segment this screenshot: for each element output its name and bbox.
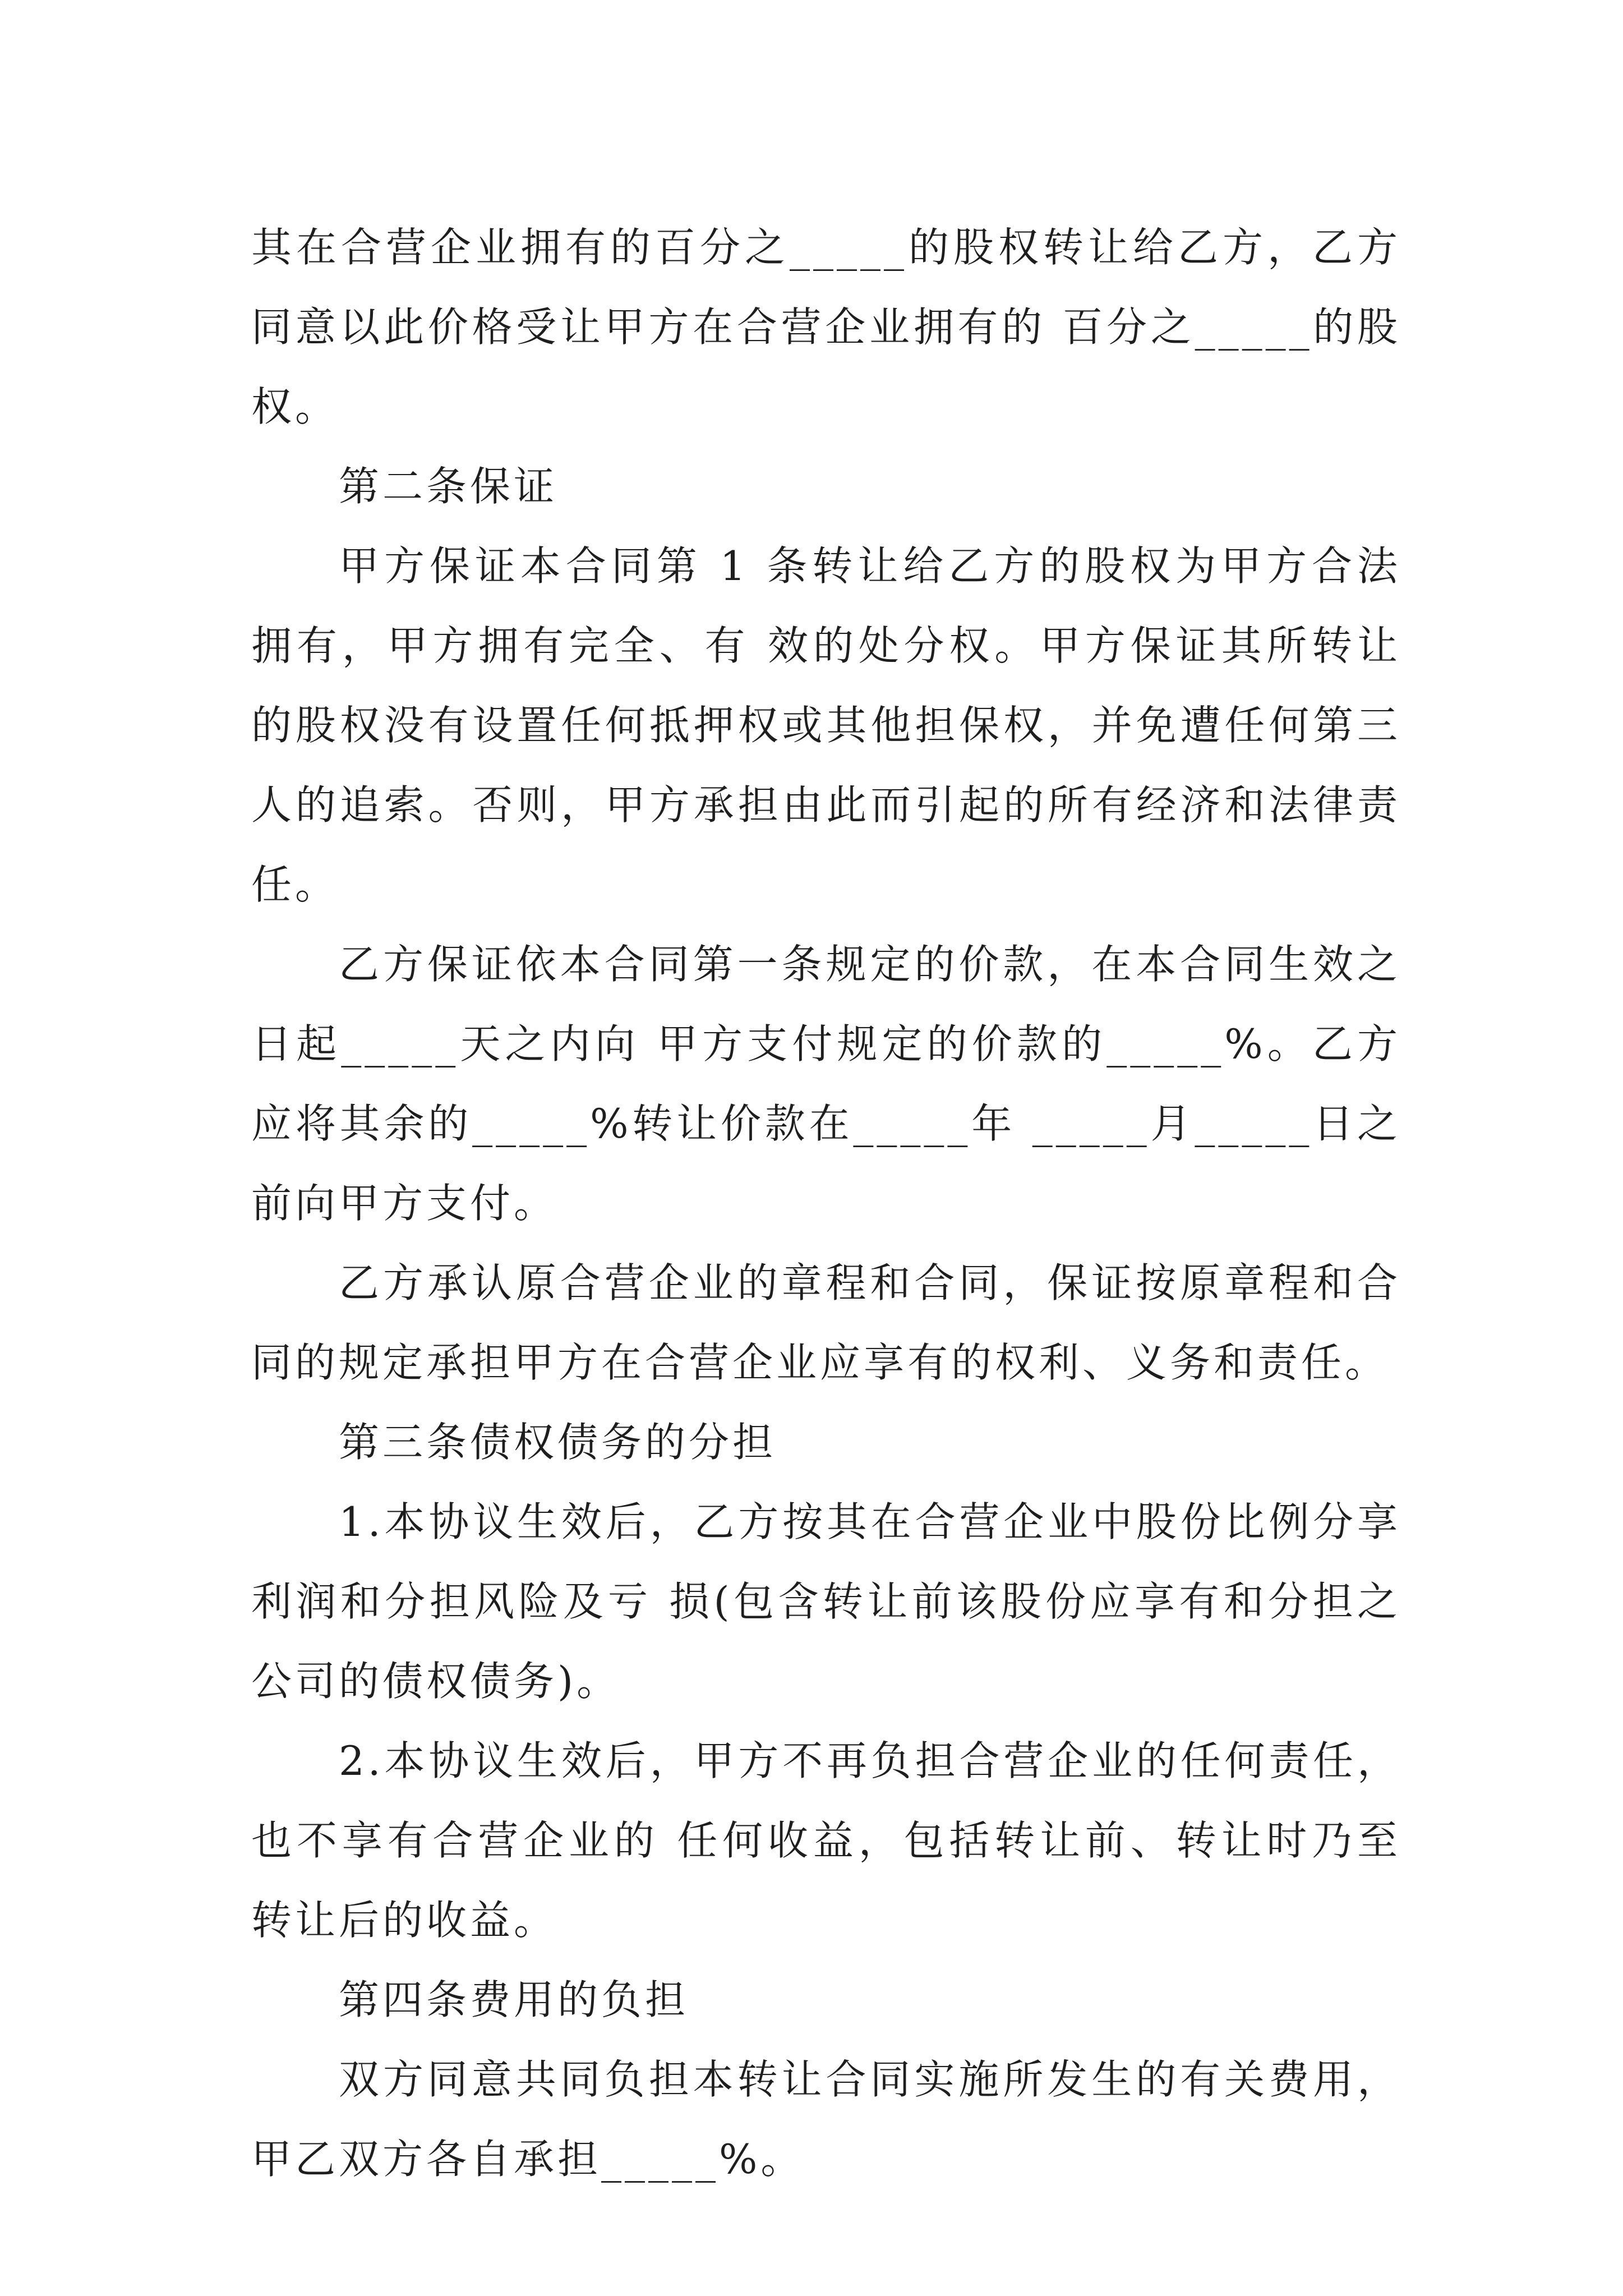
paragraph-party-b-acknowledgement: 乙方承认原合营企业的章程和合同，保证按原章程和合同的规定承担甲方在合营企业应享有的权利、义务和责任。 [251, 1259, 1401, 1386]
paragraph-debt-item-two: 2.本协议生效后，甲方不再负担合营企业的任何责任，也不享有合营企业的 任何收益，包括转让前、转让时乃至转让后的收益。 [251, 1737, 1401, 1944]
document-body [251, 208, 1401, 2199]
paragraph-equity-transfer-clause: 其在合营企业拥有的百分之_____的股权转让给乙方，乙方同意以此价格受让甲方在合营企业拥有的 百分之_____的股权。 [251, 224, 1401, 430]
heading-article-two-warranty: 第二条保证 [339, 463, 558, 510]
heading-article-three-debts: 第三条债权债务的分担 [339, 1419, 777, 1466]
heading-article-four-fees: 第四条费用的负担 [339, 1976, 689, 2023]
paragraph-party-b-payment: 乙方保证依本合同第一条规定的价款，在本合同生效之日起_____天之内向 甲方支付规定的价款的_____%。乙方应将其余的_____%转让价款在_____年 _____月_____日之前向甲方支付。 [251, 941, 1401, 1227]
paragraph-debt-item-one: 1.本协议生效后，乙方按其在合营企业中股份比例分享利润和分担风险及亏 损(包含转让前该股份应享有和分担之公司的债权债务)。 [251, 1498, 1401, 1705]
paragraph-party-a-warranty: 甲方保证本合同第 1 条转让给乙方的股权为甲方合法拥有，甲方拥有完全、有 效的处分权。甲方保证其所转让的股权没有设置任何抵押权或其他担保权，并免遭任何第三人的追索。否则，甲方承担由此而引起的所有经济和法律责任。 [251, 542, 1401, 908]
paragraph-fee-sharing: 双方同意共同负担本转让合同实施所发生的有关费用，甲乙双方各自承担_____%。 [251, 2056, 1401, 2183]
